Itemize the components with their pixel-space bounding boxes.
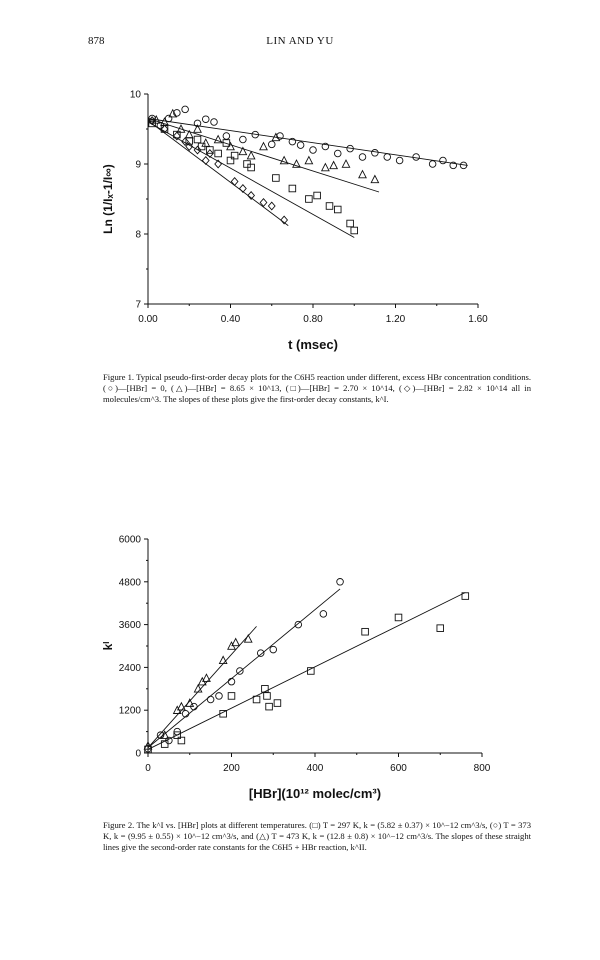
fig2-point-triangle (219, 656, 226, 663)
fig1-point-triangle (260, 143, 267, 150)
fig2-x-axis-title: [HBr](10¹² molec/cm³) (248, 786, 382, 801)
fig2-point-square (264, 693, 271, 700)
fig2-point-circle (237, 668, 244, 675)
fig1-point-triangle (342, 160, 349, 167)
fig2-point-circle (216, 693, 223, 700)
fig1-point-triangle (371, 176, 378, 183)
fig1-point-circle (372, 150, 379, 157)
fig1-x-tick-label: 1.20 (385, 314, 406, 325)
fig1-point-circle (182, 106, 189, 113)
fig2-point-square (228, 693, 235, 700)
fig1-point-square (347, 220, 354, 227)
fig1-point-circle (202, 116, 209, 123)
fig1-point-circle (297, 142, 304, 149)
fig1-point-triangle (202, 139, 209, 146)
fig1-x-tick-label: 0.40 (220, 314, 241, 325)
fig1-point-square (215, 150, 222, 157)
fig2-x-tick-label: 200 (223, 763, 240, 774)
fig1-point-triangle (330, 162, 337, 169)
fig2-x-tick-label: 600 (390, 763, 407, 774)
fig2-point-square (274, 700, 281, 707)
fig1-point-square (273, 175, 280, 182)
fig1-point-circle (310, 147, 317, 154)
page-header (0, 35, 600, 51)
fig1-point-triangle (247, 152, 254, 159)
figure-1-caption (103, 372, 531, 405)
fig2-x-tick-label: 400 (306, 763, 324, 774)
fig2-y-tick-label: 1200 (118, 705, 141, 717)
fig1-x-tick-label: 0.80 (303, 314, 323, 325)
fig1-point-circle (268, 141, 275, 148)
fig2-point-triangle (186, 699, 193, 706)
fig1-y-tick-label: 8 (135, 229, 141, 241)
fig2-point-circle (320, 611, 327, 618)
fig2-point-square (437, 625, 444, 632)
fig1-point-triangle (359, 171, 366, 178)
fig1-point-circle (334, 150, 341, 157)
fig1-y-tick-label: 7 (135, 299, 141, 311)
page-number: 878 (88, 35, 105, 47)
fig2-point-square (262, 686, 269, 693)
figure-2-chart (0, 525, 600, 815)
fig1-y-tick-label: 10 (129, 89, 141, 101)
fig2-point-square (362, 628, 369, 635)
fig1-point-circle (223, 133, 230, 140)
fig2-point-circle (337, 579, 344, 586)
fig1-fit-line-triangle (148, 119, 379, 193)
fig2-y-tick-label: 2400 (118, 662, 141, 674)
fig1-point-circle (384, 154, 391, 161)
fig1-point-square (306, 196, 313, 203)
figure-1-chart (0, 80, 600, 370)
fig2-point-square (395, 614, 402, 621)
figure-1-caption-label: Figure 1. (103, 372, 135, 382)
fig2-point-square (161, 741, 168, 748)
fig1-point-square (231, 152, 238, 159)
figure-2-caption-label: Figure 2. (103, 820, 135, 830)
fig1-point-circle (211, 119, 218, 126)
fig1-point-circle (396, 157, 403, 164)
fig2-y-tick-label: 3600 (118, 620, 141, 632)
fig1-point-circle (440, 157, 447, 164)
fig1-point-square (227, 157, 234, 164)
fig2-fit-line-triangle (148, 626, 257, 747)
fig1-point-triangle (305, 157, 312, 164)
figure-1-caption-text: Typical pseudo-first-order decay plots for the C6H5 reaction under different, excess HBr concentration conditions. (○)—[HBr] = 0, (△)—[HBr] = 8.65 × 10^13, (□)—[HBr] = 2.70 × 10^14, (◇)—[HBr] = 2.82 × 10^14 all in molecules/cm^3. The slopes of these plots give the first-order decay constants, k^I. (103, 372, 532, 404)
fig2-x-tick-label: 800 (473, 763, 491, 774)
running-title: LIN AND YU (266, 35, 334, 47)
fig1-point-triangle (322, 164, 329, 171)
fig1-x-tick-label: 1.60 (468, 314, 488, 325)
fig1-point-square (194, 136, 201, 143)
fig1-point-square (314, 192, 321, 199)
fig2-point-circle (295, 621, 302, 628)
fig2-y-axis-title: kᴵ (101, 641, 115, 651)
fig1-y-tick-label: 9 (135, 159, 141, 171)
fig1-point-square (351, 227, 358, 234)
fig2-y-tick-label: 4800 (118, 577, 141, 589)
fig1-point-square (334, 206, 341, 213)
fig1-point-square (289, 185, 296, 192)
fig1-x-axis-title: t (msec) (288, 337, 338, 352)
fig1-fit-line-square (148, 122, 354, 238)
figure-2-caption (103, 820, 531, 853)
fig1-point-circle (240, 136, 247, 143)
fig1-point-circle (429, 161, 436, 168)
fig2-point-circle (207, 696, 214, 703)
fig2-point-circle (228, 678, 235, 685)
fig2-point-circle (270, 646, 277, 653)
fig2-x-tick-label: 0 (145, 763, 151, 774)
fig2-point-square (266, 703, 273, 710)
fig1-point-diamond (202, 157, 209, 165)
fig1-x-tick-label: 0.00 (138, 314, 158, 325)
fig2-y-tick-label: 6000 (118, 534, 141, 546)
fig1-point-square (326, 203, 333, 210)
fig1-point-circle (359, 154, 366, 161)
fig1-y-axis-title: Ln (1/Iₓ-1/I∞) (101, 164, 115, 234)
fig2-y-tick-label: 0 (135, 748, 141, 760)
fig1-point-circle (413, 154, 420, 161)
figure-2-caption-text: The k^I vs. [HBr] plots at different temperatures. (□) T = 297 K, k = (5.82 ± 0.37) × 10^−12 cm^3/s, (○) T = 373 K, k = (9.95 ± 0.55) × 10^−12 cm^3/s, and (△) T = 473 K, k = (12.8 ± 0.8) × 10^−12 cm^3/s. The slopes of these straight lines give the second-order rate constants for the C6H5 + HBr reaction, k^II. (103, 820, 532, 852)
fig1-point-diamond (268, 202, 275, 210)
